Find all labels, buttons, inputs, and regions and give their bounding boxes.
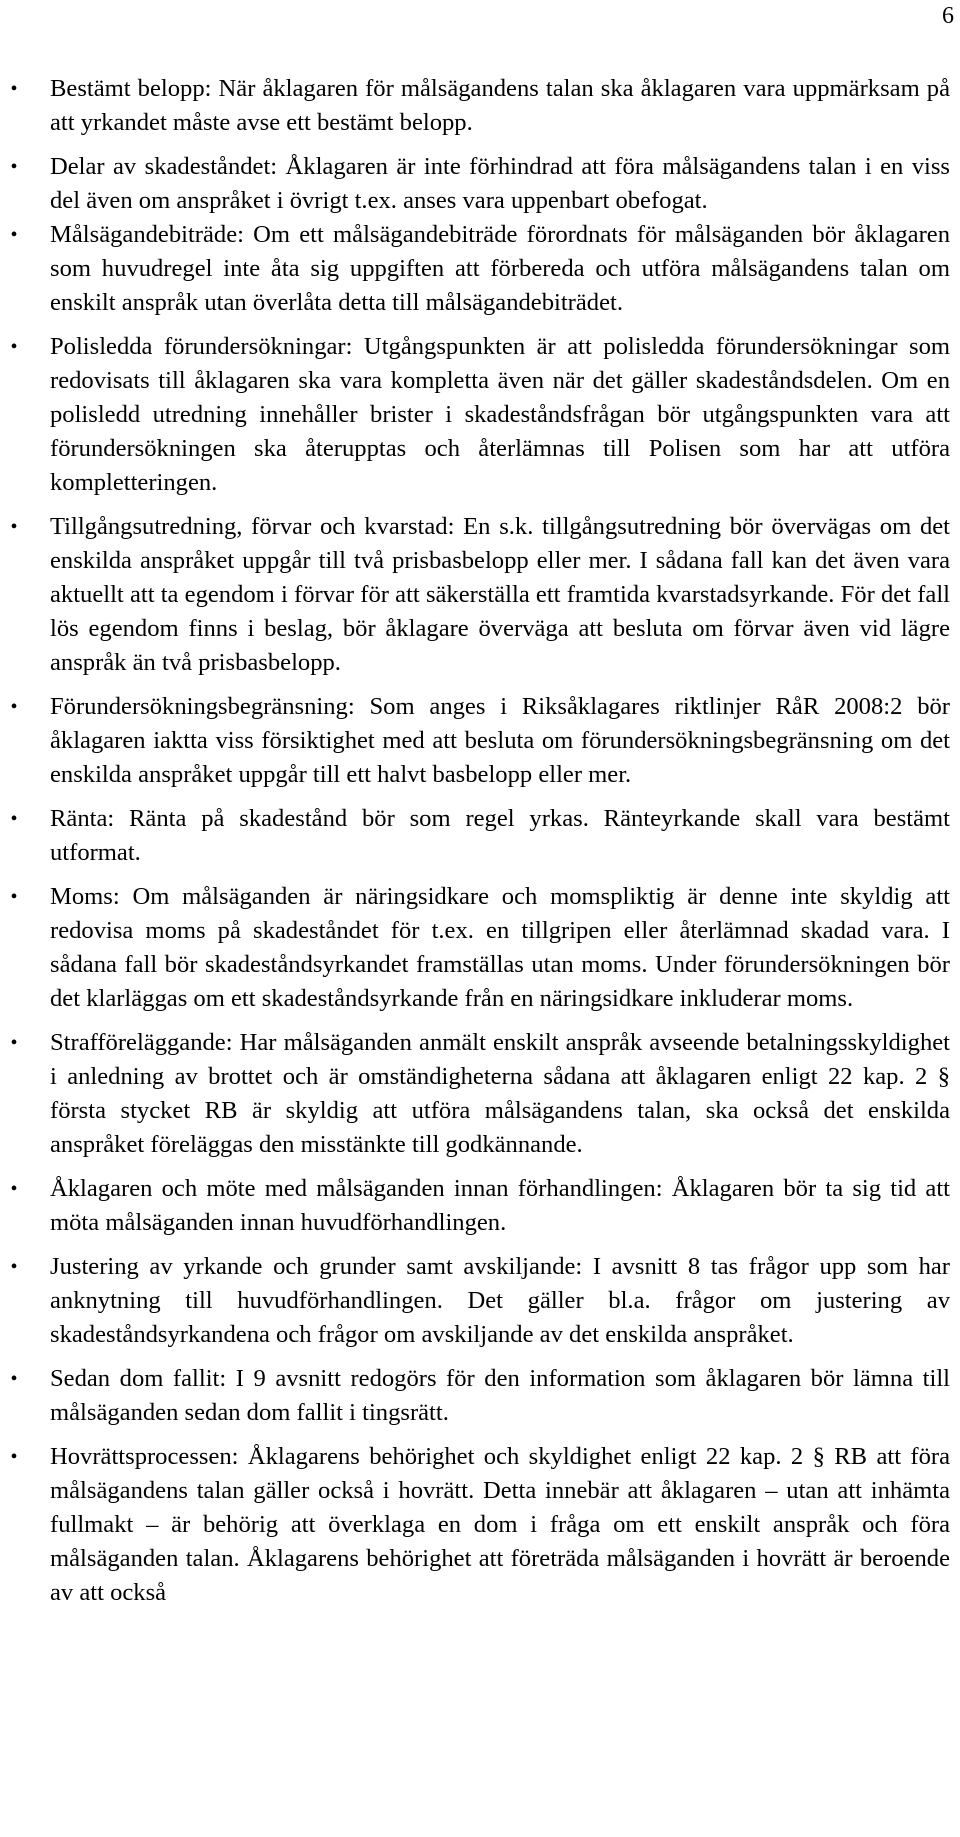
list-item [10, 72, 950, 140]
list-item [10, 690, 950, 792]
list-item [10, 1362, 950, 1430]
bullet-icon: • [10, 696, 18, 718]
document-body [10, 72, 950, 1620]
list-item-text: Tillgångsutredning, förvar och kvarstad: En s.k. tillgångsutredning bör övervägas om det enskilda anspråket uppgår till två prisbasbelopp eller mer. I sådana fall kan det även vara aktuellt att ta egendom i förvar för att säkerställa ett framtida kvarstadsyrkande. För det fall lös egendom finns i beslag, bör åklagare överväga att besluta om förvar även vid lägre anspråk än två prisbasbelopp. [50, 513, 950, 676]
list-item-text: Bestämt belopp: När åklagaren för målsägandens talan ska åklagaren vara uppmärksam på att yrkandet måste avse ett bestämt belopp. [50, 75, 950, 136]
bullet-icon: • [10, 1032, 18, 1054]
bullet-icon: • [10, 1368, 18, 1390]
list-item-text: Ränta: Ränta på skadestånd bör som regel yrkas. Ränteyrkande skall vara bestämt utformat. [50, 805, 950, 866]
list-item [10, 802, 950, 870]
list-item [10, 1440, 950, 1610]
list-item-text: Polisledda förundersökningar: Utgångspunkten är att polisledda förundersökningar som redovisats till åklagaren ska vara kompletta även när det gäller skadeståndsdelen. Om en polisledd utredning innehåller brister i skadeståndsfrågan bör utgångspunkten vara att förundersökningen ska återupptas och återlämnas till Polisen som har att utföra kompletteringen. [50, 333, 950, 496]
list-item [10, 1026, 950, 1162]
bullet-icon: • [10, 516, 18, 538]
list-item [10, 880, 950, 1016]
list-item-text: Målsägandebiträde: Om ett målsägandebiträde förordnats för målsäganden bör åklagaren som huvudregel inte åta sig uppgiften att förbereda och utföra målsägandens talan om enskilt anspråk utan överlåta detta till målsägandebiträdet. [50, 221, 950, 316]
list-item-text: Strafföreläggande: Har målsäganden anmält enskilt anspråk avseende betalningsskyldighet i anledning av brottet och är omständigheterna sådana att åklagaren enligt 22 kap. 2 § första stycket RB är skyldig att utföra målsägandens talan, ska också det enskilda anspråket föreläggas den misstänkte till godkännande. [50, 1029, 950, 1158]
list-item-text: Sedan dom fallit: I 9 avsnitt redogörs för den information som åklagaren bör lämna till målsäganden sedan dom fallit i tingsrätt. [50, 1365, 950, 1426]
list-item-text: Förundersökningsbegränsning: Som anges i Riksåklagares riktlinjer RåR 2008:2 bör åklagaren iaktta viss försiktighet med att besluta om förundersökningsbegränsning om det enskilda anspråket uppgår till ett halvt basbelopp eller mer. [50, 693, 950, 788]
bullet-icon: • [10, 1178, 18, 1200]
bullet-icon: • [10, 808, 18, 830]
bullet-icon: • [10, 886, 18, 908]
list-item [10, 1172, 950, 1240]
list-item [10, 510, 950, 680]
bullet-icon: • [10, 1446, 18, 1468]
bullet-icon: • [10, 1256, 18, 1278]
list-item [10, 1250, 950, 1352]
list-item [10, 330, 950, 500]
bullet-icon: • [10, 78, 18, 100]
list-item-text: Åklagaren och möte med målsäganden innan förhandlingen: Åklagaren bör ta sig tid att möta målsäganden innan huvudförhandlingen. [50, 1175, 950, 1236]
bullet-icon: • [10, 224, 18, 246]
bullet-icon: • [10, 336, 18, 358]
list-item [10, 218, 950, 320]
list-item-text: Delar av skadeståndet: Åklagaren är inte förhindrad att föra målsägandens talan i en viss del även om anspråket i övrigt t.ex. anses vara uppenbart obefogat. [50, 153, 950, 214]
list-item-text: Hovrättsprocessen: Åklagarens behörighet och skyldighet enligt 22 kap. 2 § RB att föra målsägandens talan gäller också i hovrätt. Detta innebär att åklagaren – utan att inhämta fullmakt – är behörig att överklaga en dom i fråga om ett enskilt anspråk och föra målsäganden talan. Åklagarens behörighet att företräda målsäganden i hovrätt är beroende av att också [50, 1443, 950, 1606]
list-item-text: Justering av yrkande och grunder samt avskiljande: I avsnitt 8 tas frågor upp som har anknytning till huvudförhandlingen. Det gäller bl.a. frågor om justering av skadeståndsyrkandena och frågor om avskiljande av det enskilda anspråket. [50, 1253, 950, 1348]
bullet-list [10, 72, 950, 1610]
bullet-icon: • [10, 156, 18, 178]
list-item [10, 150, 950, 218]
page-number: 6 [942, 3, 954, 29]
list-item-text: Moms: Om målsäganden är näringsidkare och momspliktig är denne inte skyldig att redovisa moms på skadeståndet för t.ex. en tillgripen eller återlämnad skadad vara. I sådana fall bör skadeståndsyrkandet framställas utan moms. Under förundersökningen bör det klarläggas om ett skadeståndsyrkande från en näringsidkare inkluderar moms. [50, 883, 950, 1012]
